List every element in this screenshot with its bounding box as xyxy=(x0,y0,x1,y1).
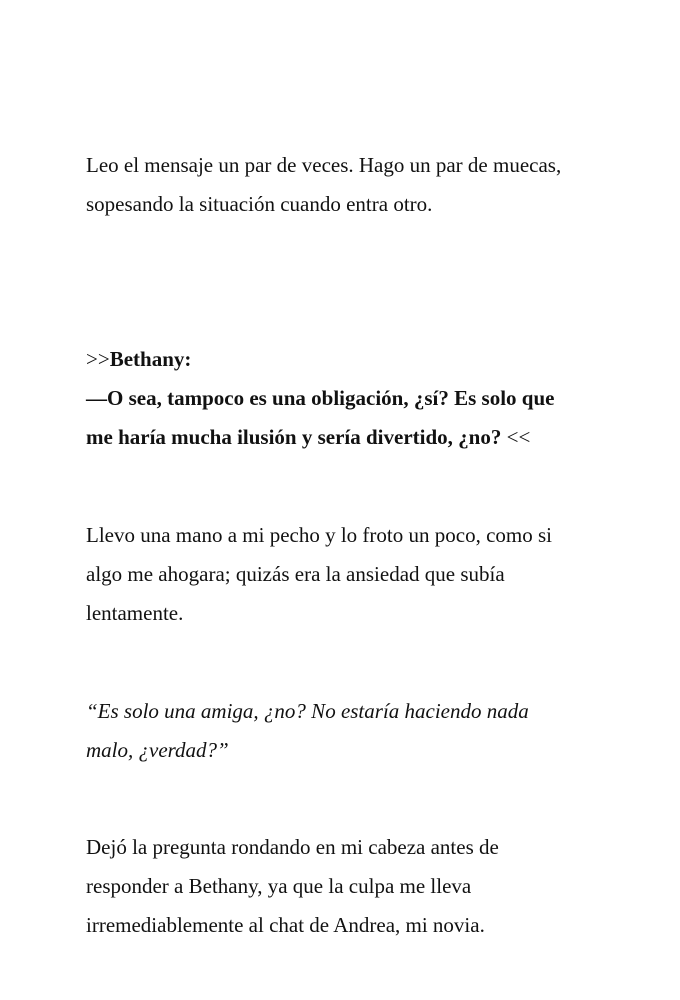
message-close-marker: << xyxy=(501,425,531,449)
speaker-name: Bethany: xyxy=(109,347,192,371)
text-line: lentamente. xyxy=(86,601,184,625)
message-text-line: —O sea, tampoco es una obligación, ¿sí? Es solo que xyxy=(86,386,555,410)
narration-paragraph-1 xyxy=(86,146,626,224)
inner-thought-paragraph xyxy=(86,692,626,770)
text-line: responder a Bethany, ya que la culpa me lleva xyxy=(86,874,472,898)
text-line: Dejó la pregunta rondando en mi cabeza antes de xyxy=(86,835,499,859)
text-line: algo me ahogara; quizás era la ansiedad que subía xyxy=(86,562,505,586)
narration-paragraph-2 xyxy=(86,516,626,633)
narration-paragraph-3 xyxy=(86,828,626,945)
text-line: “Es solo una amiga, ¿no? No estaría haciendo nada xyxy=(86,699,529,723)
text-line: sopesando la situación cuando entra otro. xyxy=(86,192,433,216)
message-text-line xyxy=(86,418,626,457)
text-line: malo, ¿verdad?” xyxy=(86,738,229,762)
message-text-bold: me haría mucha ilusión y sería divertido, ¿no? xyxy=(86,425,502,449)
text-line: Llevo una mano a mi pecho y lo froto un poco, como si xyxy=(86,523,552,547)
message-header xyxy=(86,340,626,379)
text-line: irremediablemente al chat de Andrea, mi novia. xyxy=(86,913,485,937)
message-open-marker: >> xyxy=(86,347,110,371)
text-line: Leo el mensaje un par de veces. Hago un par de muecas, xyxy=(86,153,562,177)
chat-message-bethany xyxy=(86,340,626,457)
